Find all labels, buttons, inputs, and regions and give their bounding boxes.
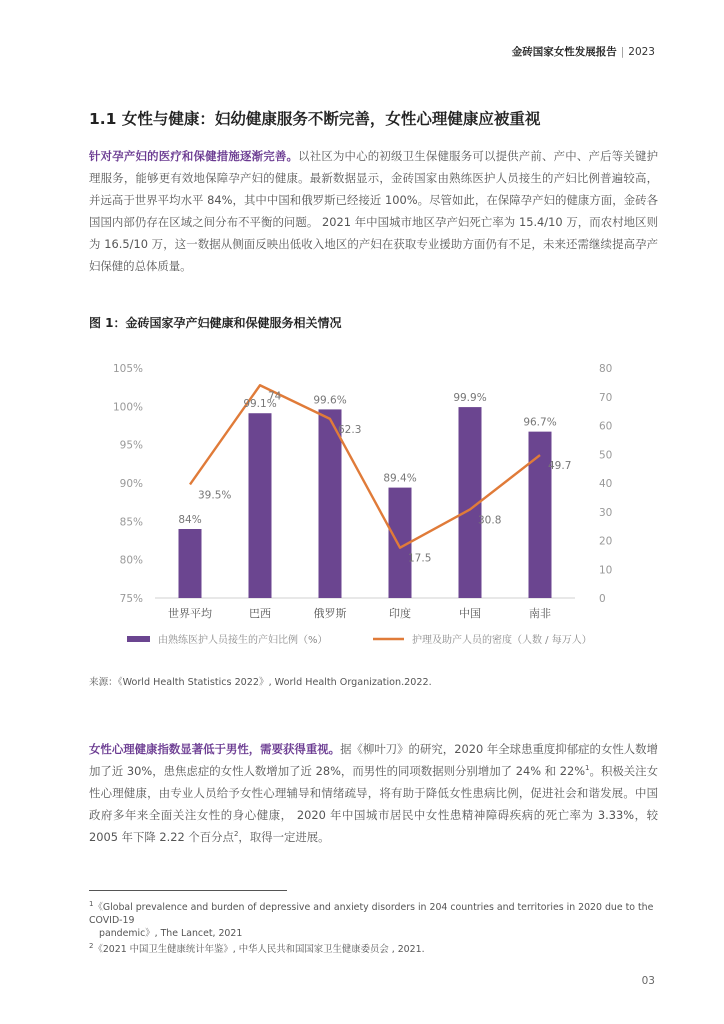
y-right-tick-label: 60 [599, 420, 613, 433]
y-left-tick-label: 90% [119, 478, 143, 490]
legend-label-bar: 由熟练医护人员接生的产妇比例（%） [158, 635, 328, 646]
x-category-label: 南非 [529, 607, 551, 620]
report-title: 金砖国家女性发展报告 [511, 46, 617, 58]
x-category-label: 中国 [459, 607, 481, 620]
figure-title: 图 1：金砖国家孕产妇健康和保健服务相关情况 [89, 316, 342, 330]
header-separator: | [620, 46, 625, 58]
bar-data-label: 99.1% [243, 398, 277, 411]
y-right-tick-label: 40 [599, 478, 613, 490]
y-left-tick-label: 85% [119, 516, 143, 529]
line-data-label: 30.8 [478, 514, 502, 527]
x-category-label: 世界平均 [168, 607, 212, 620]
x-category-label: 巴西 [249, 607, 271, 620]
line-data-label: 39.5% [198, 489, 232, 502]
bar-1 [179, 529, 202, 598]
report-year: 2023 [628, 46, 655, 58]
paragraph-text: ，取得一定进展。 [238, 830, 330, 844]
footnote-1 [89, 898, 664, 927]
y-left-tick-label: 105% [112, 363, 143, 375]
x-category-label: 印度 [389, 607, 411, 620]
paragraph-text: 。积极关注女性心理健康，由专业人员给予女性心理辅导和情绪疏导，将有助于降低女性患病比例，促进社会和谐发展。中国政府多年来全面关注女性的身心健康， 2020 年中国城市居民中女性患精神障碍疾病的死亡率为 3.33%，较 2005 年下降 2.22 个百分点 [89, 764, 658, 844]
bar-3 [319, 409, 342, 598]
y-left-tick-label: 80% [119, 554, 143, 567]
y-right-tick-label: 20 [599, 535, 613, 548]
bar-2 [249, 413, 272, 598]
figure-source: 来源：《World Health Statistics 2022》, World Health Organization.2022. [89, 677, 432, 688]
x-category-label: 俄罗斯 [313, 607, 347, 620]
footnote-divider [89, 890, 287, 891]
footnote-2 [89, 940, 664, 956]
line-data-label: 74 [268, 390, 282, 403]
paragraph-lead: 女性心理健康指数显著低于男性，需要获得重视。 [89, 742, 341, 756]
section-title: 1.1 女性与健康：妇幼健康服务不断完善，女性心理健康应被重视 [89, 110, 541, 128]
bar-data-label: 99.6% [313, 394, 347, 407]
footnotes [89, 898, 664, 956]
y-left-tick-label: 100% [112, 401, 143, 414]
footnote-1-continued: pandemic》, The Lancet, 2021 [99, 928, 243, 940]
line-data-label: 62.3 [338, 423, 362, 436]
y-right-tick-label: 0 [599, 593, 606, 605]
paragraph-text: 据《柳叶刀》的研究，2020 年全球患重度抑郁症的女性人数增加了近 30%，患焦虑症的女性人数增加了近 28%，而男性的同项数据则分别增加了 24% 和 22% [89, 742, 658, 778]
line-data-label: 49.7 [548, 460, 572, 473]
paragraph-mental-health [89, 738, 658, 848]
footnote-ref[interactable]: 2 [233, 830, 239, 839]
y-right-tick-label: 80 [599, 363, 613, 375]
paragraph-body: 以社区为中心的初级卫生保健服务可以提供产前、产中、产后等关键护理服务，能够更有效地保障孕产妇的健康。最新数据显示，金砖国家由熟练医护人员接生的产妇比例普遍较高，并远高于世界平均水平 84%，其中中国和俄罗斯已经接近 100%。尽管如此，在保障孕产妇的健康方面，金砖各国国内部仍存在区域之间分布不平衡的问题。 2021 年中国城市地区孕产妇死亡率为 15.4/10 万，而农村地区则为 16.5/10 万，这一数据从侧面反映出低收入地区的产妇在获取专业援助方面仍有不足，未来还需继续提高孕产妇保健的总体质量。 [89, 149, 658, 273]
legend-swatch-bar [127, 636, 150, 642]
footnote-text: 《Global prevalence and burden of depressive and anxiety disorders in 204 countries and territories in 2020 due to the COVID-19 [89, 902, 654, 927]
footnote-number: 2 [89, 942, 94, 951]
legend-label-line: 护理及助产人员的密度（人数 / 每万人） [412, 635, 592, 646]
page-number: 03 [641, 975, 655, 987]
y-right-tick-label: 30 [599, 506, 613, 519]
line-data-label: 17.5 [408, 552, 432, 565]
y-left-tick-label: 95% [119, 439, 143, 452]
bar-data-label: 84% [178, 514, 202, 526]
paragraph-lead: 针对孕产妇的医疗和保健措施逐渐完善。 [89, 149, 299, 163]
y-right-tick-label: 50 [599, 449, 613, 462]
y-right-tick-label: 70 [599, 391, 613, 404]
footnote-ref[interactable]: 1 [585, 764, 590, 773]
y-right-tick-label: 10 [599, 564, 613, 577]
bar-data-label: 99.9% [453, 392, 487, 405]
bar-data-label: 89.4% [383, 472, 417, 485]
footnote-number: 1 [89, 900, 94, 908]
y-left-tick-label: 75% [119, 593, 143, 605]
bar-data-label: 96.7% [523, 416, 557, 429]
footnote-text: 《2021 中国卫生健康统计年鉴》, 中华人民共和国国家卫生健康委员会 , 2021. [93, 944, 425, 956]
